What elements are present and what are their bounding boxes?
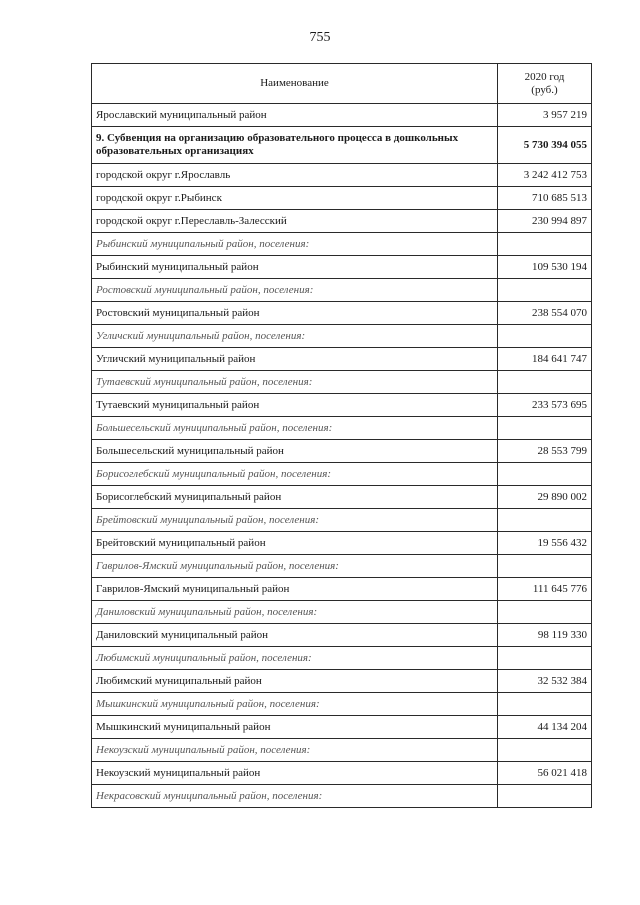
- row-name: Любимский муниципальный район, поселения:: [92, 647, 498, 670]
- row-value: 233 573 695: [498, 394, 592, 417]
- table-row: [92, 670, 592, 693]
- row-name: Угличский муниципальный район: [92, 348, 498, 371]
- row-value: [498, 601, 592, 624]
- row-name: Даниловский муниципальный район: [92, 624, 498, 647]
- section-row: [92, 555, 592, 578]
- row-value: [498, 463, 592, 486]
- row-value: 19 556 432: [498, 532, 592, 555]
- row-value: 111 645 776: [498, 578, 592, 601]
- table-row: [92, 578, 592, 601]
- row-value: 230 994 897: [498, 210, 592, 233]
- row-name: Рыбинский муниципальный район, поселения:: [92, 233, 498, 256]
- row-name: 9. Субвенция на организацию образовательного процесса в дошкольных образовательных организациях: [92, 127, 498, 164]
- header-year-label: 2020 год: [524, 70, 565, 83]
- row-name: Угличский муниципальный район, поселения:: [92, 325, 498, 348]
- row-value: 44 134 204: [498, 716, 592, 739]
- header-year: [498, 64, 592, 104]
- section-row: [92, 371, 592, 394]
- row-name: Некоузский муниципальный район, поселения:: [92, 739, 498, 762]
- section-row: [92, 785, 592, 808]
- row-name: Брейтовский муниципальный район, поселения:: [92, 509, 498, 532]
- row-value: 5 730 394 055: [498, 127, 592, 164]
- row-value: [498, 693, 592, 716]
- row-name: Тутаевский муниципальный район, поселения:: [92, 371, 498, 394]
- row-value: 710 685 513: [498, 187, 592, 210]
- table-header-row: [92, 64, 592, 104]
- table-body: [92, 104, 592, 808]
- row-value: [498, 325, 592, 348]
- row-name: Борисоглебский муниципальный район, поселения:: [92, 463, 498, 486]
- row-value: 56 021 418: [498, 762, 592, 785]
- row-value: 109 530 194: [498, 256, 592, 279]
- row-value: 98 119 330: [498, 624, 592, 647]
- section-row: [92, 601, 592, 624]
- row-value: 3 242 412 753: [498, 164, 592, 187]
- row-name: Гаврилов-Ямский муниципальный район: [92, 578, 498, 601]
- row-name: Борисоглебский муниципальный район: [92, 486, 498, 509]
- row-value: 184 641 747: [498, 348, 592, 371]
- row-name: Любимский муниципальный район: [92, 670, 498, 693]
- section-row: [92, 693, 592, 716]
- row-value: [498, 647, 592, 670]
- row-value: [498, 509, 592, 532]
- section-row: [92, 417, 592, 440]
- row-value: [498, 233, 592, 256]
- row-value: 28 553 799: [498, 440, 592, 463]
- table-row: [92, 394, 592, 417]
- row-value: [498, 555, 592, 578]
- row-name: Некрасовский муниципальный район, поселения:: [92, 785, 498, 808]
- row-name: городской округ г.Рыбинск: [92, 187, 498, 210]
- table-row: [92, 716, 592, 739]
- table-row: [92, 532, 592, 555]
- table-row: [92, 256, 592, 279]
- table-row: [92, 210, 592, 233]
- row-value: 29 890 002: [498, 486, 592, 509]
- page-number: 755: [309, 30, 331, 45]
- budget-table: [91, 63, 592, 808]
- table-row: [92, 348, 592, 371]
- row-name: Даниловский муниципальный район, поселения:: [92, 601, 498, 624]
- table-row: [92, 624, 592, 647]
- row-value: [498, 371, 592, 394]
- row-value: [498, 279, 592, 302]
- header-unit-label: (руб.): [531, 83, 558, 96]
- section-row: [92, 647, 592, 670]
- table-row: [92, 762, 592, 785]
- row-name: Ростовский муниципальный район: [92, 302, 498, 325]
- row-value: 3 957 219: [498, 104, 592, 127]
- row-name: Большесельский муниципальный район, поселения:: [92, 417, 498, 440]
- header-name: Наименование: [92, 64, 498, 104]
- row-name: Большесельский муниципальный район: [92, 440, 498, 463]
- row-name: Мышкинский муниципальный район: [92, 716, 498, 739]
- row-name: Гаврилов-Ямский муниципальный район, поселения:: [92, 555, 498, 578]
- section-row: [92, 739, 592, 762]
- table-row: [92, 187, 592, 210]
- row-name: Брейтовский муниципальный район: [92, 532, 498, 555]
- row-name: городской округ г.Переславль-Залесский: [92, 210, 498, 233]
- row-name: Тутаевский муниципальный район: [92, 394, 498, 417]
- row-value: [498, 785, 592, 808]
- section-row: [92, 325, 592, 348]
- row-name: Некоузский муниципальный район: [92, 762, 498, 785]
- section-row: [92, 463, 592, 486]
- row-value: [498, 739, 592, 762]
- row-name: Рыбинский муниципальный район: [92, 256, 498, 279]
- row-value: 238 554 070: [498, 302, 592, 325]
- table-row: [92, 440, 592, 463]
- table-row: [92, 164, 592, 187]
- row-name: Мышкинский муниципальный район, поселения:: [92, 693, 498, 716]
- row-value: 32 532 384: [498, 670, 592, 693]
- subvention-total-row: [92, 127, 592, 164]
- section-row: [92, 509, 592, 532]
- row-name: городской округ г.Ярославль: [92, 164, 498, 187]
- row-value: [498, 417, 592, 440]
- table-row: [92, 104, 592, 127]
- row-name: Ростовский муниципальный район, поселения:: [92, 279, 498, 302]
- table-row: [92, 302, 592, 325]
- section-row: [92, 279, 592, 302]
- table-row: [92, 486, 592, 509]
- section-row: [92, 233, 592, 256]
- row-name: Ярославский муниципальный район: [92, 104, 498, 127]
